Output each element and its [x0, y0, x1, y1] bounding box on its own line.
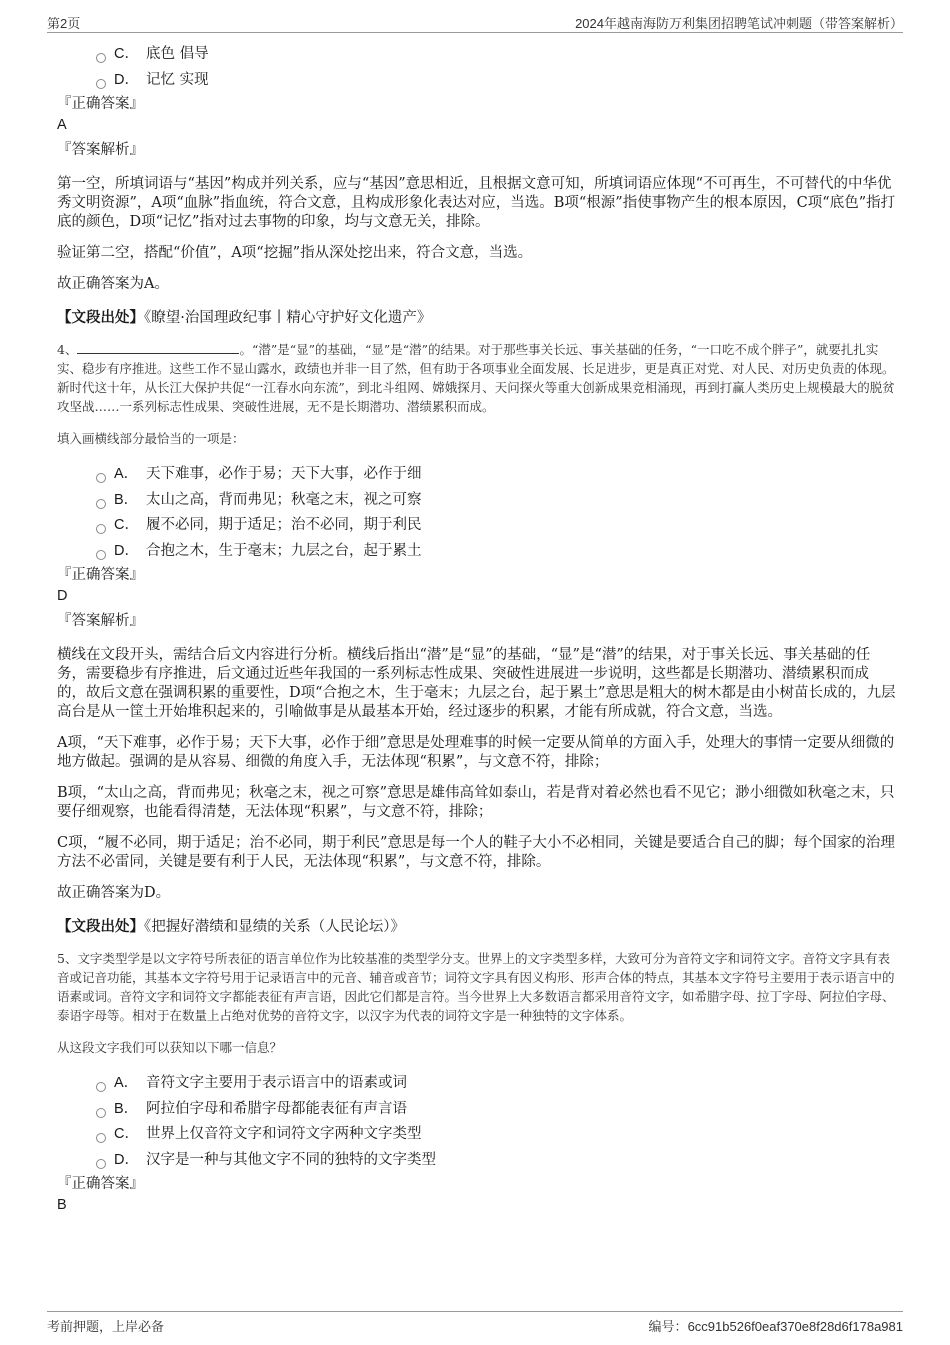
q3-analysis-paragraph: 故正确答案为A。 — [57, 276, 169, 292]
q3-option-c[interactable]: C． 底色 倡导 — [57, 42, 897, 68]
q5-prompt: 从这段文字我们可以获知以下哪一信息？ — [57, 1040, 283, 1055]
q4-analysis-paragraph: 故正确答案为D。 — [57, 885, 171, 901]
q3-analysis-label: 『答案解析』 — [57, 142, 144, 158]
radio-button[interactable] — [96, 473, 106, 483]
q5-option-c[interactable]: C． 世界上仅音符文字和词符文字两种文字类型 — [57, 1122, 897, 1148]
radio-button[interactable] — [96, 1108, 106, 1118]
q4-analysis-label: 『答案解析』 — [57, 613, 144, 629]
radio-button[interactable] — [96, 1082, 106, 1092]
q3-analysis-paragraph: 验证第二空，搭配“价值”，A项“挖掘”指从深处挖出来，符合文意，当选。 — [57, 245, 533, 261]
q4-option-d[interactable]: D． 合抱之木，生于毫末；九层之台，起于累土 — [57, 539, 897, 565]
radio-button[interactable] — [96, 1133, 106, 1143]
page-header — [47, 10, 903, 33]
q4-options — [57, 462, 897, 564]
source-title: 《瞭望·治国理政纪事丨精心守护好文化遗产》 — [144, 310, 432, 326]
q4-analysis-paragraph: 横线在文段开头，需结合后文内容进行分析。横线后指出“潜”是“显”的基础，“显”是“潜”的结果，对于事关长远、事关基础的任务，需要稳步有序推进，后文通过近些年我国的一系列标志性成果、突破性进展进一步说明，这些都是长期潜功、潜绩累积而成的，故后文意在强调积累的重要性，D项“合抱之木，生于毫末；九层之台，起于累土”意思是粗大的树木都是由小树苗长成的，九层高台是从一筐土开始堆积起来的，引喻做事是从最基本开始，经过逐步的积累，才能有所成就，符合文意，当选。 — [57, 647, 896, 720]
q3-answer: A — [57, 117, 67, 133]
radio-button[interactable] — [96, 499, 106, 509]
q4-option-c[interactable]: C． 履不必同，期于适足；治不必同，期于利民 — [57, 513, 897, 539]
q4-analysis-paragraph: B项，“太山之高，背而弗见；秋毫之末，视之可察”意思是雄伟高耸如泰山，若是背对着必然也看不见它；渺小细微如秋毫之末，只要仔细观察，也能看得清楚，无法体现“积累”，与文意不符，排除； — [57, 785, 895, 820]
q5-answer: B — [57, 1197, 67, 1213]
document-code: 编号：6cc91b526f0eaf370e8f28d6f178a981 — [648, 1319, 903, 1334]
q4-prompt: 填入画横线部分最恰当的一项是： — [57, 431, 245, 446]
page-footer — [47, 1311, 903, 1336]
q4-source — [57, 917, 897, 937]
q5-options — [57, 1071, 897, 1173]
question-number: 4、 — [57, 342, 78, 357]
source-label: 【文段出处】 — [57, 918, 144, 935]
source-title: 《把握好潜绩和显绩的关系（人民论坛）》 — [144, 919, 405, 935]
q4-analysis-paragraph: A项，“天下难事，必作于易；天下大事，必作于细”意思是处理难事的时候一定要从简单的方面入手，处理大的事情一定要从细微的地方做起。强调的是从容易、细微的角度入手，无法体现“积累”，与文意不符，排除； — [57, 735, 895, 770]
question-text: 文字类型学是以文字符号所表征的语言单位作为比较基准的类型学分支。世界上的文字类型多样，大致可分为音符文字和词符文字。音符文字具有表音或记音功能，其基本文字符号用于记录语言中的元音、辅音或音节；词符文字具有因义构形、形声合体的特点，其基本文字符号主要用于表示语言中的语素或词。音符文字和词符文字都能表征有声言语，因此它们都是言符。当今世界上大多数语言都采用音符文字，如希腊字母、拉丁字母、阿拉伯字母、泰语字母等。相对于在数量上占绝对优势的音符文字，以汉字为代表的词符文字是一种独特的文字体系。 — [57, 951, 895, 1023]
question-text: 。“潜”是“显”的基础，“显”是“潜”的结果。对于那些事关长远、事关基础的任务，“一口吃不成个胖子”，就要扎扎实实、稳步有序推进。这些工作不显山露水，政绩也并非一目了然，但有助于各项事业全面发展、长足进步，更是真正对党、对人民、对历史负责的体现。新时代这十年，从长江大保护共促“一江春水向东流”，到北斗组网、嫦娥探月、天问探火等重大创新成果竞相涌现，再到打赢人类历史上规模最大的脱贫攻坚战……一系列标志性成果、突破性进展，无不是长期潜功、潜绩累积而成。 — [57, 342, 895, 414]
radio-button[interactable] — [96, 79, 106, 89]
q4-option-a[interactable]: A． 天下难事，必作于易；天下大事，必作于细 — [57, 462, 897, 488]
q4-answer-label: 『正确答案』 — [57, 567, 144, 583]
q4-answer: D — [57, 588, 68, 604]
fill-blank-line — [77, 341, 239, 354]
radio-button[interactable] — [96, 1159, 106, 1169]
page-content — [57, 42, 897, 1219]
document-title: 2024年越南海防万利集团招聘笔试冲刺题（带答案解析） — [575, 16, 903, 31]
q3-analysis-paragraph: 第一空，所填词语与“基因”构成并列关系，应与“基因”意思相近，且根据文意可知，所填词语应体现“不可再生，不可替代的中华优秀文明资源”，A项“血脉”指血统，符合文意，且构成形象化表达对应，当选。B项“根源”指使事物产生的根本原因，C项“底色”指打底的颜色，D项“记忆”指对过去事物的印象，均与文意无关，排除。 — [57, 176, 896, 230]
page-number: 第2页 — [47, 16, 81, 31]
q5-option-a[interactable]: A． 音符文字主要用于表示语言中的语素或词 — [57, 1071, 897, 1097]
q4-option-b[interactable]: B． 太山之高，背而弗见；秋毫之末，视之可察 — [57, 488, 897, 514]
q3-options — [57, 42, 897, 93]
q3-option-d[interactable]: D． 记忆 实现 — [57, 68, 897, 94]
q4-stem — [57, 340, 897, 416]
radio-button[interactable] — [96, 53, 106, 63]
q3-source — [57, 308, 897, 328]
q4-analysis-paragraph: C项，“履不必同，期于适足；治不必同，期于利民”意思是每一个人的鞋子大小不必相同，关键是要适合自己的脚；每个国家的治理方法不必雷同，关键是要有利于人民，无法体现“积累”，与文意不符，排除。 — [57, 835, 895, 870]
radio-button[interactable] — [96, 524, 106, 534]
q5-answer-label: 『正确答案』 — [57, 1176, 144, 1192]
question-number: 5、 — [57, 951, 78, 966]
q5-option-d[interactable]: D． 汉字是一种与其他文字不同的独特的文字类型 — [57, 1148, 897, 1174]
q5-stem — [57, 949, 897, 1025]
footer-slogan: 考前押题，上岸必备 — [47, 1319, 165, 1334]
radio-button[interactable] — [96, 550, 106, 560]
source-label: 【文段出处】 — [57, 309, 144, 326]
q5-option-b[interactable]: B． 阿拉伯字母和希腊字母都能表征有声言语 — [57, 1097, 897, 1123]
q3-answer-label: 『正确答案』 — [57, 96, 144, 112]
